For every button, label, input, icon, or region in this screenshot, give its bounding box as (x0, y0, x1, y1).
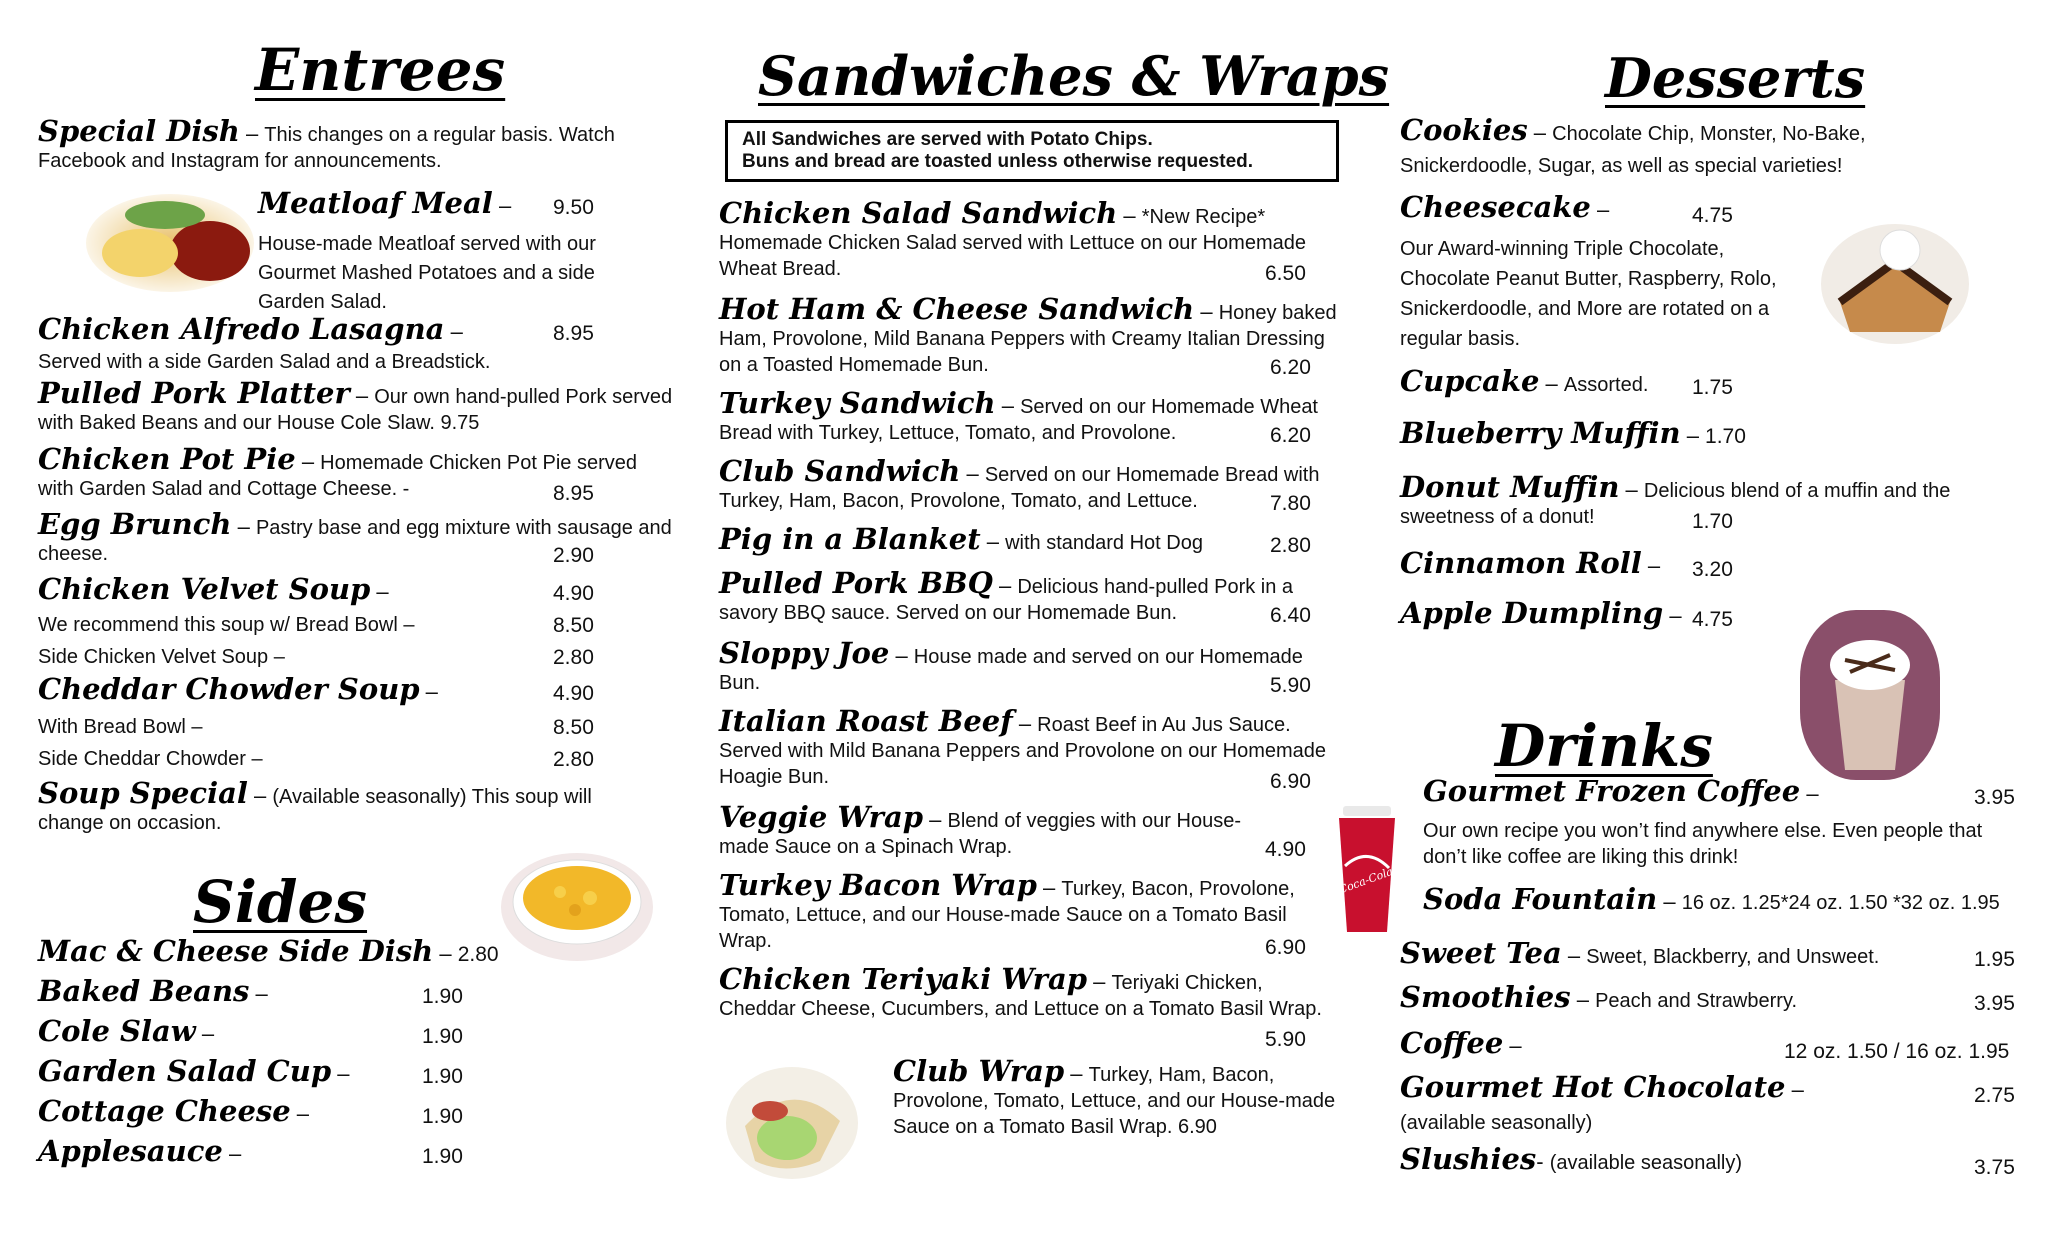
item-price: 4.75 (1692, 204, 1733, 227)
item-price: 8.95 (553, 322, 594, 345)
menu-item-sandwich (719, 386, 1349, 446)
item-sep: – (1641, 553, 1661, 578)
side-item (38, 1054, 350, 1088)
item-desc: Served on our Homemade Bread with Turkey, Ham, Bacon, Provolone, Tomato, and Lettuce. (719, 464, 1320, 512)
item-sep: – (295, 449, 321, 474)
soda-cup-image (1333, 806, 1401, 936)
drink-coffee (1400, 1026, 1522, 1060)
item-sep: – (1503, 1033, 1522, 1058)
item-price: 4.90 (553, 682, 594, 705)
item-name: Gourmet Hot Chocolate (1400, 1070, 1786, 1104)
item-desc: Our Award-winning Triple Chocolate, Chocolate Peanut Butter, Raspberry, Rolo, Snickerdoodle, and More are rotated on a regular basis. (1400, 238, 1777, 350)
item-name: Turkey Bacon Wrap (719, 868, 1037, 902)
drink-slushies (1400, 1142, 1743, 1176)
item-name: Coffee (1400, 1026, 1504, 1060)
menu-item-sandwich (719, 962, 1329, 1022)
item-sep: – (960, 461, 985, 486)
item-price: 6.90 (1177, 1116, 1217, 1138)
item-name: Baked Beans (38, 974, 250, 1008)
item-sep: – (492, 193, 512, 218)
item-sep: – (231, 514, 256, 539)
item-price: 1.90 (422, 1025, 463, 1048)
item-price: 5.90 (1265, 1028, 1306, 1051)
item-desc: (available seasonally) (1400, 1112, 1593, 1134)
menu-item-club-wrap (893, 1054, 1343, 1140)
item-name: Club Sandwich (719, 454, 961, 488)
item-desc: (available seasonally) (1549, 1152, 1743, 1174)
item-desc: Served with a side Garden Salad and a Breadstick. (38, 351, 491, 373)
item-desc: Teriyaki Chicken, Cheddar Cheese, Cucumbers, and Lettuce on a Tomato Basil Wrap. (719, 972, 1322, 1020)
item-name: Turkey Sandwich (719, 386, 996, 420)
dessert-cinnamon-roll (1400, 546, 1661, 580)
sides-title: Sides (193, 868, 368, 936)
item-price: 2.80 (1270, 534, 1311, 557)
menu-item-pulled-pork-platter (38, 376, 678, 436)
dessert-cheesecake (1400, 190, 1610, 224)
item-desc: Served on our Homemade Wheat Bread with Turkey, Lettuce, Tomato, and Provolone. (719, 396, 1318, 444)
menu-item-meatloaf (258, 186, 668, 220)
item-desc: Assorted. (1563, 374, 1649, 396)
item-price: 9.75 (440, 412, 480, 434)
item-name: Cupcake (1400, 364, 1540, 398)
dessert-cupcake (1400, 364, 1649, 398)
sub-line: We recommend this soup w/ Bread Bowl – (38, 614, 415, 636)
item-price: 6.20 (1270, 424, 1311, 447)
item-desc: Pastry base and egg mixture with sausage and cheese. (38, 517, 672, 565)
menu-item-sandwich (719, 292, 1339, 378)
notice-line: All Sandwiches are served with Potato Chips. (742, 129, 1153, 150)
item-price: 1.90 (422, 985, 463, 1008)
item-name: Blueberry Muffin (1400, 416, 1681, 450)
item-price: 4.90 (1265, 838, 1306, 861)
item-sep: – (1117, 203, 1142, 228)
item-sep: – (1663, 603, 1682, 628)
menu-item-soup-special (38, 776, 658, 836)
item-desc: Homemade Chicken Pot Pie served with Garden Salad and Cottage Cheese. - (38, 452, 637, 500)
item-desc: This changes on a regular basis. Watch Facebook and Instagram for announcements. (38, 124, 615, 172)
item-sep: – (247, 783, 273, 808)
item-sep: – (1657, 889, 1682, 914)
item-name: Garden Salad Cup (38, 1054, 332, 1088)
item-name: Chicken Salad Sandwich (719, 196, 1118, 230)
entrees-title: Entrees (255, 36, 506, 104)
item-sep: – (995, 393, 1021, 418)
item-name: Apple Dumpling (1400, 596, 1664, 630)
item-name: Chicken Pot Pie (38, 442, 296, 476)
item-price: 12 oz. 1.50 / 16 oz. 1.95 (1784, 1040, 2010, 1063)
sandwich-notice (725, 120, 1339, 182)
item-sep: – (1570, 987, 1596, 1012)
item-name: Mac & Cheese Side Dish (38, 934, 434, 968)
sub-line-price: 2.80 (553, 646, 594, 669)
menu-item-sandwich (719, 566, 1329, 626)
item-price: 6.20 (1270, 356, 1311, 379)
item-name: Soda Fountain (1423, 882, 1658, 916)
sub-line: With Bread Bowl – (38, 716, 203, 738)
item-name: Italian Roast Beef (719, 704, 1013, 738)
item-name: Special Dish (38, 114, 240, 148)
item-name: Club Wrap (893, 1054, 1065, 1088)
item-price: 9.50 (553, 196, 594, 219)
menu-item-sandwich (719, 196, 1319, 282)
sub-line-price: 8.50 (553, 614, 594, 637)
menu-item-sandwich (719, 868, 1319, 954)
dessert-apple-dumpling (1400, 596, 1682, 630)
item-price: 1.70 (1705, 425, 1746, 448)
item-desc: Turkey, Bacon, Provolone, Tomato, Lettuce, and our House-made Sauce on a Tomato Basil Wrap. (719, 878, 1295, 952)
item-price: 3.95 (1974, 992, 2015, 1015)
frozen-coffee-photo (1800, 610, 1940, 780)
drink-sweet-tea (1400, 936, 1880, 970)
drinks-title: Drinks (1495, 712, 1713, 780)
item-sep: – (222, 1141, 242, 1166)
side-item (38, 1014, 215, 1048)
item-price: 6.90 (1265, 936, 1306, 959)
item-price: 3.75 (1974, 1156, 2015, 1179)
item-sep: - (1536, 1149, 1550, 1174)
item-price: 7.80 (1270, 492, 1311, 515)
item-sep: – (1680, 423, 1706, 448)
item-name: Chicken Alfredo Lasagna (38, 312, 445, 346)
item-price: 1.90 (422, 1145, 463, 1168)
item-price: 3.95 (1974, 786, 2015, 809)
item-name: Chicken Teriyaki Wrap (719, 962, 1088, 996)
item-desc: Delicious hand-pulled Pork in a savory BBQ sauce. Served on our Homemade Bun. (719, 576, 1294, 624)
side-item (38, 1094, 310, 1128)
item-sep: – (433, 941, 458, 966)
item-sep: – (1785, 1077, 1804, 1102)
drink-soda-fountain (1423, 882, 2043, 916)
item-sep: – (239, 121, 265, 146)
item-desc: Sweet, Blackberry, and Unsweet. (1586, 946, 1880, 968)
item-desc: *New Recipe* Homemade Chicken Salad served with Lettuce on our Homemade Wheat Bread. (719, 206, 1306, 280)
item-desc: with standard Hot Dog (1005, 532, 1203, 554)
club-wrap-photo (725, 1066, 860, 1181)
item-price: 5.90 (1270, 674, 1311, 697)
item-desc: Delicious blend of a muffin and the sweetness of a donut! (1400, 480, 1951, 528)
item-desc: (Available seasonally) This soup will change on occasion. (38, 786, 592, 834)
item-desc: Roast Beef in Au Jus Sauce. Served with Mild Banana Peppers and Provolone on our Homemade Hoagie Bun. (719, 714, 1327, 788)
menu-item-sandwich (719, 800, 1289, 860)
item-price: 6.90 (1270, 770, 1311, 793)
item-desc: Our own hand-pulled Pork served with Baked Beans and our House Cole Slaw. (38, 386, 673, 434)
item-name: Cheesecake (1400, 190, 1591, 224)
item-price: 1.90 (422, 1105, 463, 1128)
item-sep: – (992, 573, 1018, 598)
item-sep: – (249, 981, 268, 1006)
meatloaf-photo (85, 193, 255, 293)
item-sep: – (349, 383, 375, 408)
sub-line-price: 2.80 (553, 748, 594, 771)
item-name: Hot Ham & Cheese Sandwich (719, 292, 1195, 326)
item-sep: – (1012, 711, 1038, 736)
item-name: Cheddar Chowder Soup (38, 672, 420, 706)
item-sep: – (1036, 875, 1062, 900)
item-name: Soup Special (38, 776, 248, 810)
item-sep: – (419, 679, 438, 704)
item-sep: – (1590, 197, 1610, 222)
item-sep: – (444, 319, 463, 344)
item-sep: – (889, 643, 914, 668)
item-sep: – (1800, 781, 1819, 806)
item-sep: – (290, 1101, 310, 1126)
item-price: 1.70 (1692, 510, 1733, 533)
item-desc: House made and served on our Homemade Bun. (719, 646, 1303, 694)
item-name: Sloppy Joe (719, 636, 890, 670)
item-price: 2.80 (457, 943, 499, 966)
side-item (38, 974, 268, 1008)
item-price: 4.90 (553, 582, 594, 605)
side-item (38, 1134, 242, 1168)
item-name: Applesauce (38, 1134, 223, 1168)
item-name: Pig in a Blanket (719, 522, 981, 556)
item-desc: Honey baked Ham, Provolone, Mild Banana Peppers with Creamy Italian Dressing on a Toasted Homemade Bun. (719, 302, 1337, 376)
item-sep: – (1064, 1061, 1089, 1086)
item-price: 1.95 (1974, 948, 2015, 971)
item-price: 4.75 (1692, 608, 1733, 631)
item-sep: – (1527, 120, 1553, 145)
sandwiches-title: Sandwiches & Wraps (758, 44, 1390, 108)
menu-item-sandwich (719, 704, 1329, 790)
item-sep: – (1194, 299, 1219, 324)
cheesecake-photo (1820, 222, 1970, 347)
side-item (38, 934, 499, 968)
item-price: 2.90 (553, 544, 594, 567)
item-desc: Blend of veggies with our House-made Sauce on a Spinach Wrap. (719, 810, 1241, 858)
item-sep: – (370, 579, 389, 604)
drink-frozen-coffee (1423, 774, 1819, 808)
item-price: 6.50 (1265, 262, 1306, 285)
item-sep: – (980, 529, 1006, 554)
menu-item-sandwich (719, 636, 1349, 696)
item-price: 6.40 (1270, 604, 1311, 627)
item-sep: – (1619, 477, 1644, 502)
item-name: Slushies (1400, 1142, 1537, 1176)
drink-smoothies (1400, 980, 1798, 1014)
mac-and-cheese-photo (500, 852, 655, 962)
menu-item-sandwich (719, 522, 1279, 556)
item-sep: – (1087, 969, 1112, 994)
item-price: 8.95 (553, 482, 594, 505)
cup-logo: Coca-Cola (1336, 864, 1395, 897)
item-sep: – (1539, 371, 1564, 396)
item-sep: – (195, 1021, 215, 1046)
item-name: Smoothies (1400, 980, 1571, 1014)
dessert-blueberry-muffin (1400, 416, 1746, 450)
item-name: Cottage Cheese (38, 1094, 291, 1128)
item-name: Donut Muffin (1400, 470, 1620, 504)
item-name: Meatloaf Meal (258, 186, 493, 220)
sub-line-price: 8.50 (553, 716, 594, 739)
item-name: Gourmet Frozen Coffee (1423, 774, 1801, 808)
item-name: Veggie Wrap (719, 800, 924, 834)
item-name: Cookies (1400, 113, 1528, 147)
sub-line: Side Cheddar Chowder – (38, 748, 263, 770)
item-desc: Turkey, Ham, Bacon, Provolone, Tomato, Lettuce, and our House-made Sauce on a Tomato Basil Wrap. (893, 1064, 1336, 1138)
item-name: Sweet Tea (1400, 936, 1562, 970)
menu-item-sandwich (719, 454, 1349, 514)
item-desc: House-made Meatloaf served with our Gourmet Mashed Potatoes and a side Garden Salad. (258, 233, 596, 313)
item-name: Cinnamon Roll (1400, 546, 1642, 580)
menu-item-special-dish (38, 114, 678, 174)
item-name: Chicken Velvet Soup (38, 572, 371, 606)
item-name: Cole Slaw (38, 1014, 196, 1048)
item-price: 1.75 (1692, 376, 1733, 399)
item-desc: 16 oz. 1.25*24 oz. 1.50 *32 oz. 1.95 (1681, 892, 2000, 914)
item-sep: – (1561, 943, 1587, 968)
item-name: Pulled Pork Platter (38, 376, 350, 410)
item-desc: Chocolate Chip, Monster, No-Bake, Snickerdoodle, Sugar, as well as special varieties! (1400, 123, 1866, 177)
item-sep: – (923, 807, 948, 832)
item-name: Pulled Pork BBQ (719, 566, 993, 600)
drink-hot-chocolate (1400, 1070, 1804, 1104)
item-desc: Our own recipe you won’t find anywhere else. Even people that don’t like coffee are liking this drink! (1423, 820, 1983, 868)
item-name: Egg Brunch (38, 507, 232, 541)
item-sep: – (331, 1061, 350, 1086)
item-desc: Peach and Strawberry. (1595, 990, 1798, 1012)
item-price: 1.90 (422, 1065, 463, 1088)
dessert-cookies (1400, 114, 1940, 182)
item-price: 2.75 (1974, 1084, 2015, 1107)
sub-line: Side Chicken Velvet Soup – (38, 646, 285, 668)
desserts-title: Desserts (1605, 46, 1866, 110)
item-price: 3.20 (1692, 558, 1733, 581)
notice-line: Buns and bread are toasted unless otherwise requested. (742, 151, 1254, 172)
